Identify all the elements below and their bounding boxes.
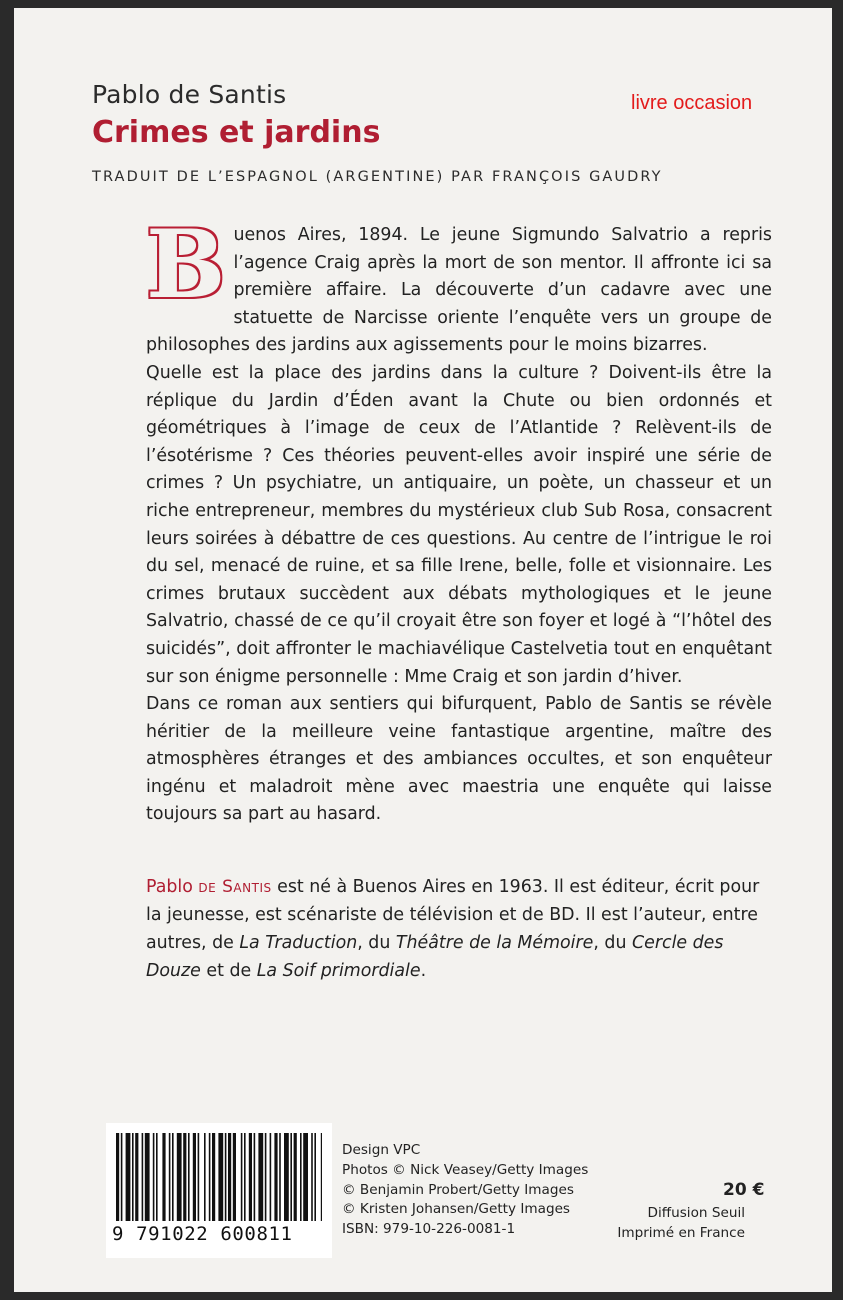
summary-paragraph-3: Dans ce roman aux sentiers qui bifurquent, Pablo de Santis se révèle héritier de la meilleure veine fantastique argentine, maître des atmosphères étranges et des ambiances occultes, et son enquêteur ingénu et maladroit mène avec maestria une enquête qui laisse toujours sa part au hasard. bbox=[146, 694, 772, 825]
bio-separator: et de bbox=[200, 961, 257, 981]
credit-line: Photos © Nick Veasey/Getty Images bbox=[342, 1161, 589, 1178]
image-credits bbox=[342, 1141, 588, 1240]
bio-author-name bbox=[146, 877, 272, 897]
barcode bbox=[106, 1123, 332, 1258]
price: 20 € bbox=[723, 1180, 765, 1200]
bio-book-title: Théâtre de la Mémoire bbox=[395, 933, 594, 953]
distributor: Diffusion Seuil bbox=[647, 1205, 745, 1221]
credit-line: Design VPC bbox=[342, 1142, 421, 1158]
book-back-cover bbox=[14, 8, 832, 1292]
isbn: ISBN: 979-10-226-0081-1 bbox=[342, 1221, 516, 1238]
credit-line: © Kristen Johansen/Getty Images bbox=[342, 1201, 571, 1218]
author-bio bbox=[146, 873, 772, 985]
bio-book-title: La Traduction bbox=[239, 933, 358, 953]
author-name: Pablo de Santis bbox=[92, 80, 287, 109]
summary-text-1: uenos Aires, 1894. Le jeune Sigmundo Salvatrio a repris l’agence Craig après la mort de son mentor. Il affronte ici sa première affaire. La découverte d’un cadavre avec une statuette de Narcisse oriente l’enquête vers un groupe de philosophes des jardins aux agissements pour le moins bizarres. bbox=[146, 225, 772, 356]
bio-name-first: Pablo bbox=[146, 877, 193, 897]
summary-paragraph-2: Quelle est la place des jardins dans la culture ? Doivent-ils être la réplique du Jardin d’Éden avant la Chute ou bien ordonnés et géométriques à l’image de ceux de l’Atlantide ? Relèvent-ils de l’ésotérisme ? Ces théories peuvent-elles avoir inspiré une série de crimes ? Un psychiatre, un antiquaire, un poète, un chasseur et un riche entrepreneur, membres du mystérieux club Sub Rosa, consacrent leurs soirées à débattre de ces questions. Au centre de l’intrigue le roi du sel, menacé de ruine, et sa fille Irene, belle, folle et visionnaire. Les crimes brutaux succèdent aux débats mythologiques et le jeune Salvatrio, chassé de ce qu’il croyait être son foyer et logé à “l’hôtel des suicidés”, doit affronter le machiavélique Castelvetia tout en enquêtant sur son énigme personnelle : Mme Craig et son jardin d’hiver. bbox=[146, 362, 772, 687]
bio-book-title: La Soif primordiale bbox=[256, 961, 421, 981]
printed-in: Imprimé en France bbox=[617, 1224, 745, 1241]
bio-separator: , du bbox=[357, 933, 396, 953]
bio-name-last: de Santis bbox=[198, 877, 272, 897]
book-title: Crimes et jardins bbox=[92, 115, 381, 150]
bio-separator: . bbox=[420, 961, 427, 981]
distribution-info bbox=[617, 1204, 745, 1244]
bio-book-title: Cercle des Douze bbox=[146, 933, 724, 981]
bio-text: est né à Buenos Aires en 1963. Il est éditeur, écrit pour la jeunesse, est scénariste de télévision et de BD. Il est l’auteur, entre autres, de bbox=[146, 877, 760, 953]
bio-separator: , du bbox=[593, 933, 633, 953]
summary-paragraph-1 bbox=[146, 210, 772, 360]
drop-cap: B bbox=[146, 210, 226, 320]
barcode-bars bbox=[116, 1133, 322, 1223]
translator-credit: TRADUIT DE L’ESPAGNOL (ARGENTINE) PAR FRANÇOIS GAUDRY bbox=[92, 169, 663, 185]
barcode-number: 9 791022 600811 bbox=[112, 1223, 293, 1245]
book-summary bbox=[146, 210, 772, 829]
used-book-label: livre occasion bbox=[631, 92, 753, 114]
credit-line: © Benjamin Probert/Getty Images bbox=[342, 1181, 574, 1198]
